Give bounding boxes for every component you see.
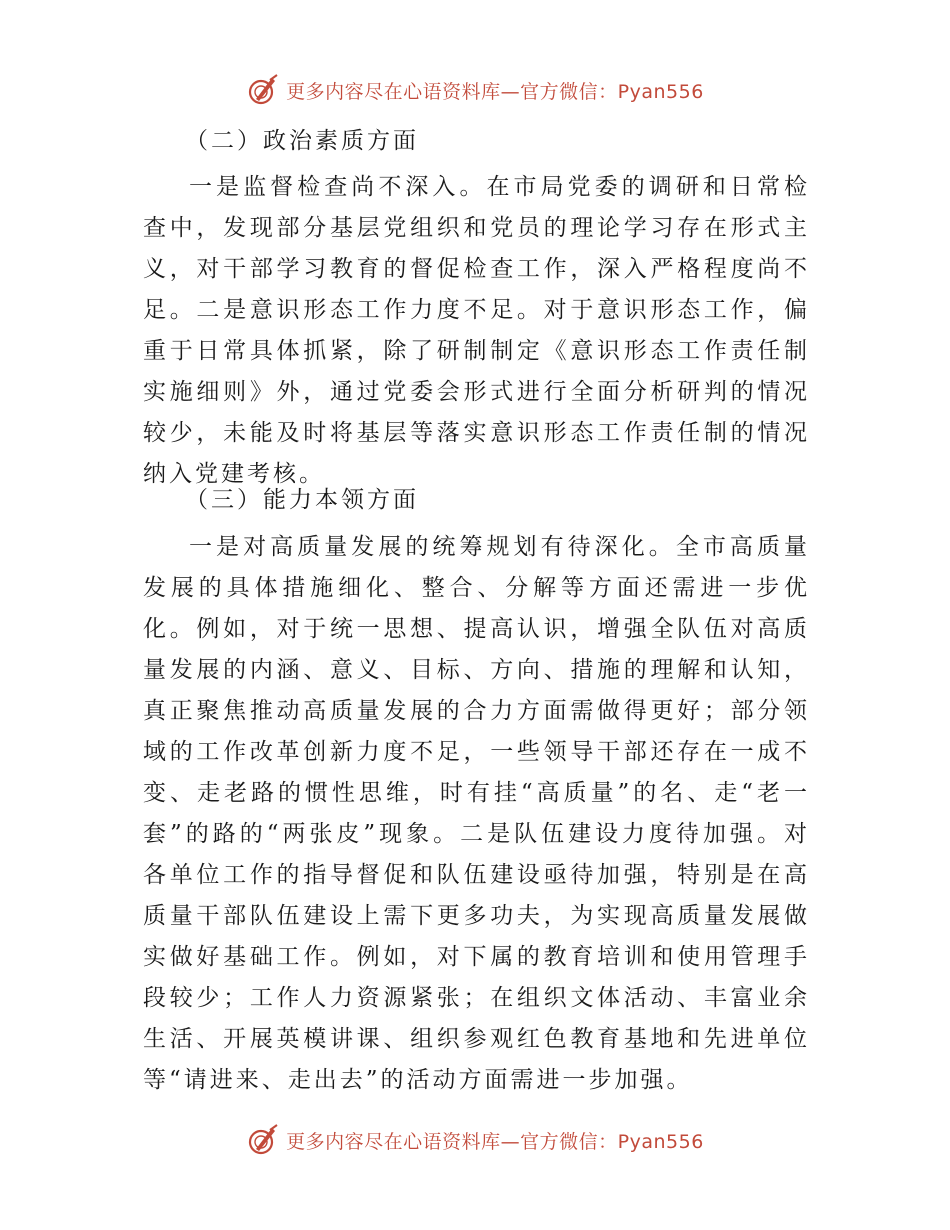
header-banner xyxy=(0,70,950,110)
pen-logo-icon xyxy=(246,1123,280,1157)
footer-banner-text: 更多内容尽在心语资料库—官方微信：Pyan556 xyxy=(286,1130,704,1153)
header-banner-text: 更多内容尽在心语资料库—官方微信：Pyan556 xyxy=(286,80,704,103)
pen-logo-icon xyxy=(246,73,280,107)
header-banner-content xyxy=(246,73,704,107)
footer-banner-content xyxy=(246,1123,704,1157)
section-heading-political: （二）政治素质方面 xyxy=(185,128,419,154)
section-paragraph-ability: 一是对高质量发展的统筹规划有待深化。全市高质量发展的具体措施细化、整合、分解等方面还需进一步优化。例如，对于统一思想、提高认识，增强全队伍对高质量发展的内涵、意义、目标、方向、措施的理解和认知，真正聚焦推动高质量发展的合力方面需做得更好；部分领域的工作改革创新力度不足，一些领导干部还存在一成不变、走老路的惯性思维，时有挂“高质量”的名、走“老一套”的路的“两张皮”现象。二是队伍建设力度待加强。对各单位工作的指导督促和队伍建设亟待加强，特别是在高质量干部队伍建设上需下更多功夫，为实现高质量发展做实做好基础工作。例如，对下属的教育培训和使用管理手段较少；工作人力资源紧张；在组织文体活动、丰富业余生活、开展英模讲课、组织参观红色教育基地和先进单位等“请进来、走出去”的活动方面需进一步加强。 xyxy=(143,534,810,1093)
section-heading-ability: （三）能力本领方面 xyxy=(185,487,419,513)
footer-banner xyxy=(0,1120,950,1160)
section-paragraph-political: 一是监督检查尚不深入。在市局党委的调研和日常检查中，发现部分基层党组织和党员的理论学习存在形式主义，对干部学习教育的督促检查工作，深入严格程度尚不足。二是意识形态工作力度不足。对于意识形态工作，偏重于日常具体抓紧，除了研制制定《意识形态工作责任制实施细则》外，通过党委会形式进行全面分析研判的情况较少，未能及时将基层等落实意识形态工作责任制的情况纳入党建考核。 xyxy=(143,174,810,487)
